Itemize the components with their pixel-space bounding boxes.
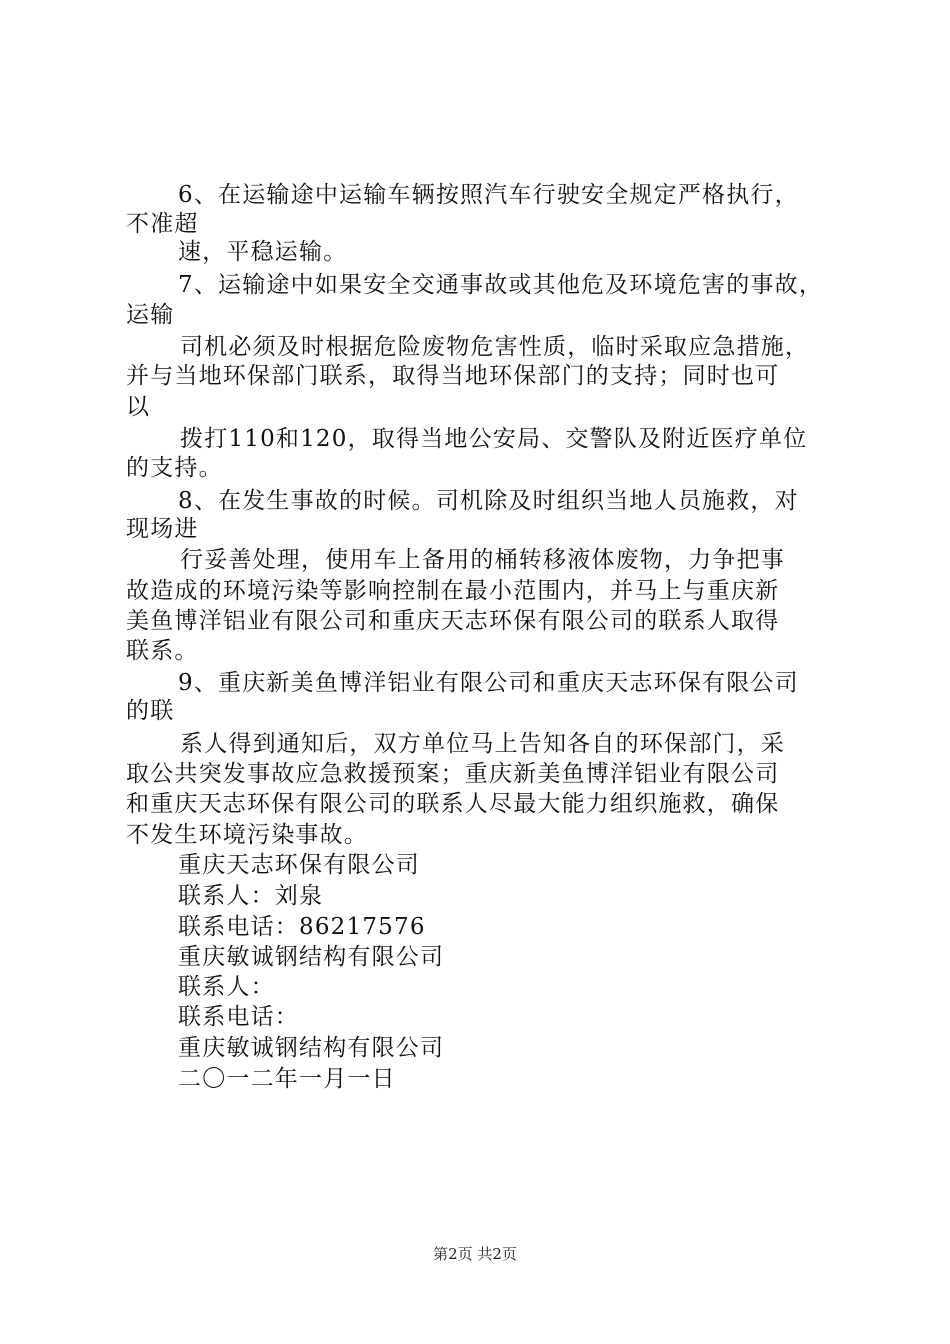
text-line: 重庆敏诚钢结构有限公司	[178, 1035, 445, 1061]
text-line: 7、运输途中如果安全交通事故或其他危及环境危害的事故，	[178, 272, 824, 298]
text-line: 行妥善处理，使用车上备用的桶转移液体废物，力争把事	[180, 547, 785, 573]
text-line: 联系人：	[178, 974, 275, 1000]
text-line: 取公共突发事故应急救援预案；重庆新美鱼博洋铝业有限公司	[126, 761, 780, 787]
text-line: 二〇一二年一月一日	[178, 1066, 396, 1092]
text-line: 系人得到通知后，双方单位马上告知各自的环保部门，采	[180, 731, 785, 757]
page-footer: 第2页 共2页	[433, 1245, 517, 1263]
text-line: 的联	[126, 698, 175, 724]
text-line: 以	[126, 394, 151, 420]
text-line: 并与当地环保部门联系，取得当地环保部门的支持；同时也可	[126, 363, 780, 389]
text-line: 8、在发生事故的时候。司机除及时组织当地人员施救，对	[178, 488, 799, 514]
text-line: 拨打110和120，取得当地公安局、交警队及附近医疗单位	[180, 426, 808, 452]
text-line: 现场进	[126, 516, 199, 542]
text-line: 联系。	[126, 638, 199, 664]
text-line: 和重庆天志环保有限公司的联系人尽最大能力组织施救，确保	[126, 791, 780, 817]
text-line: 美鱼博洋铝业有限公司和重庆天志环保有限公司的联系人取得	[126, 608, 780, 634]
text-line: 司机必须及时根据危险废物危害性质，临时采取应急措施，	[180, 334, 810, 360]
text-line: 联系电话：	[178, 1004, 299, 1030]
text-line: 联系电话：86217576	[178, 914, 426, 940]
text-line: 重庆天志环保有限公司	[178, 852, 420, 878]
text-line: 不发生环境污染事故。	[126, 822, 368, 848]
text-line: 9、重庆新美鱼博洋铝业有限公司和重庆天志环保有限公司	[178, 670, 799, 696]
text-line: 重庆敏诚钢结构有限公司	[178, 944, 445, 970]
text-line: 6、在运输途中运输车辆按照汽车行驶安全规定严格执行，	[178, 182, 799, 208]
text-line: 的支持。	[126, 455, 223, 481]
text-line: 运输	[126, 302, 175, 328]
text-line: 故造成的环境污染等影响控制在最小范围内，并马上与重庆新	[126, 578, 780, 604]
text-line: 速，平稳运输。	[178, 239, 348, 265]
text-line: 不准超	[126, 211, 199, 237]
text-line: 联系人：刘泉	[178, 883, 324, 909]
